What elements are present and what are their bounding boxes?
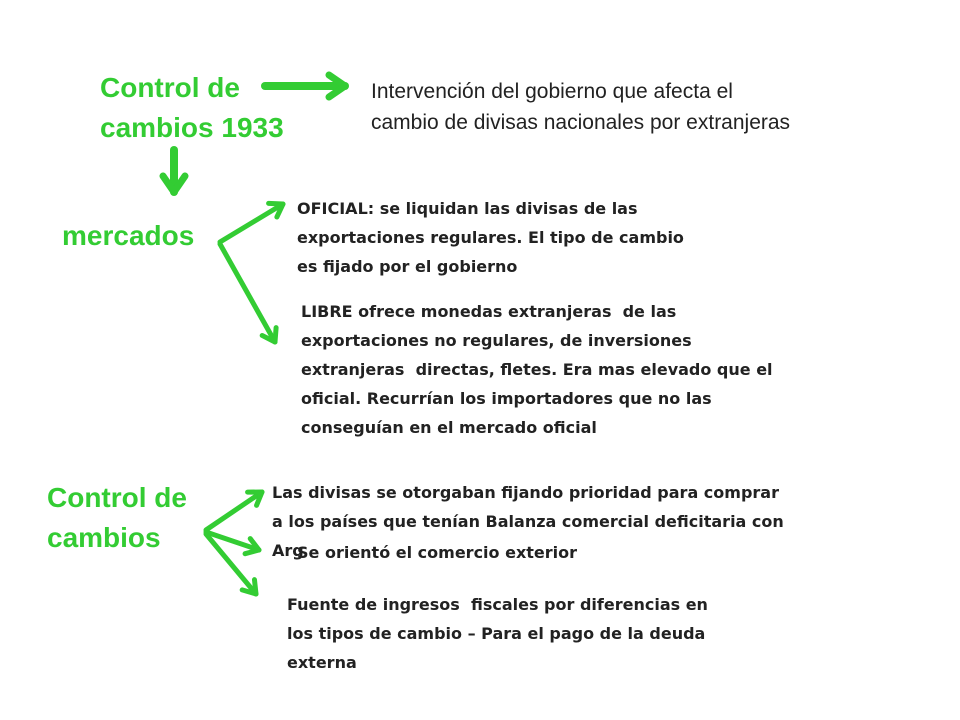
control-cambios-1933-heading: Control de cambios 1933 (100, 72, 284, 143)
control-cambios-heading: Control de cambios (47, 482, 187, 553)
definicion-text: Intervención del gobierno que afecta el cambio de divisas nacionales por extranjeras (371, 80, 791, 134)
fuente-ingresos-text: Fuente de ingresos fiscales por diferencias en los tipos de cambio – Para el pago de la deuda externa (287, 595, 708, 672)
mercado-libre-text: LIBRE ofrece monedas extranjeras de las exportaciones no regulares, de inversiones extranjeras directas, fletes. Era mas elevado que el oficial. Recurrían los importadores que no las conseguían en el mercado oficial (301, 302, 773, 437)
reoriento-comercio-text: Se orientó el comercio exterior (297, 543, 578, 562)
arrow-to-libre (220, 244, 275, 342)
mercados-label: mercados (62, 220, 195, 251)
mercado-oficial-text: OFICIAL: se liquidan las divisas de las exportaciones regulares. El tipo de cambio es fijado por el gobierno (297, 199, 684, 276)
divisas-prioridad-text: Las divisas se otorgaban fijando prioridad para comprar a los países que tenían Balanza comercial deficitaria con Arg (272, 483, 784, 560)
arrow-to-oficial (220, 204, 283, 242)
arrow-to-divisas-prioridad (206, 492, 262, 530)
